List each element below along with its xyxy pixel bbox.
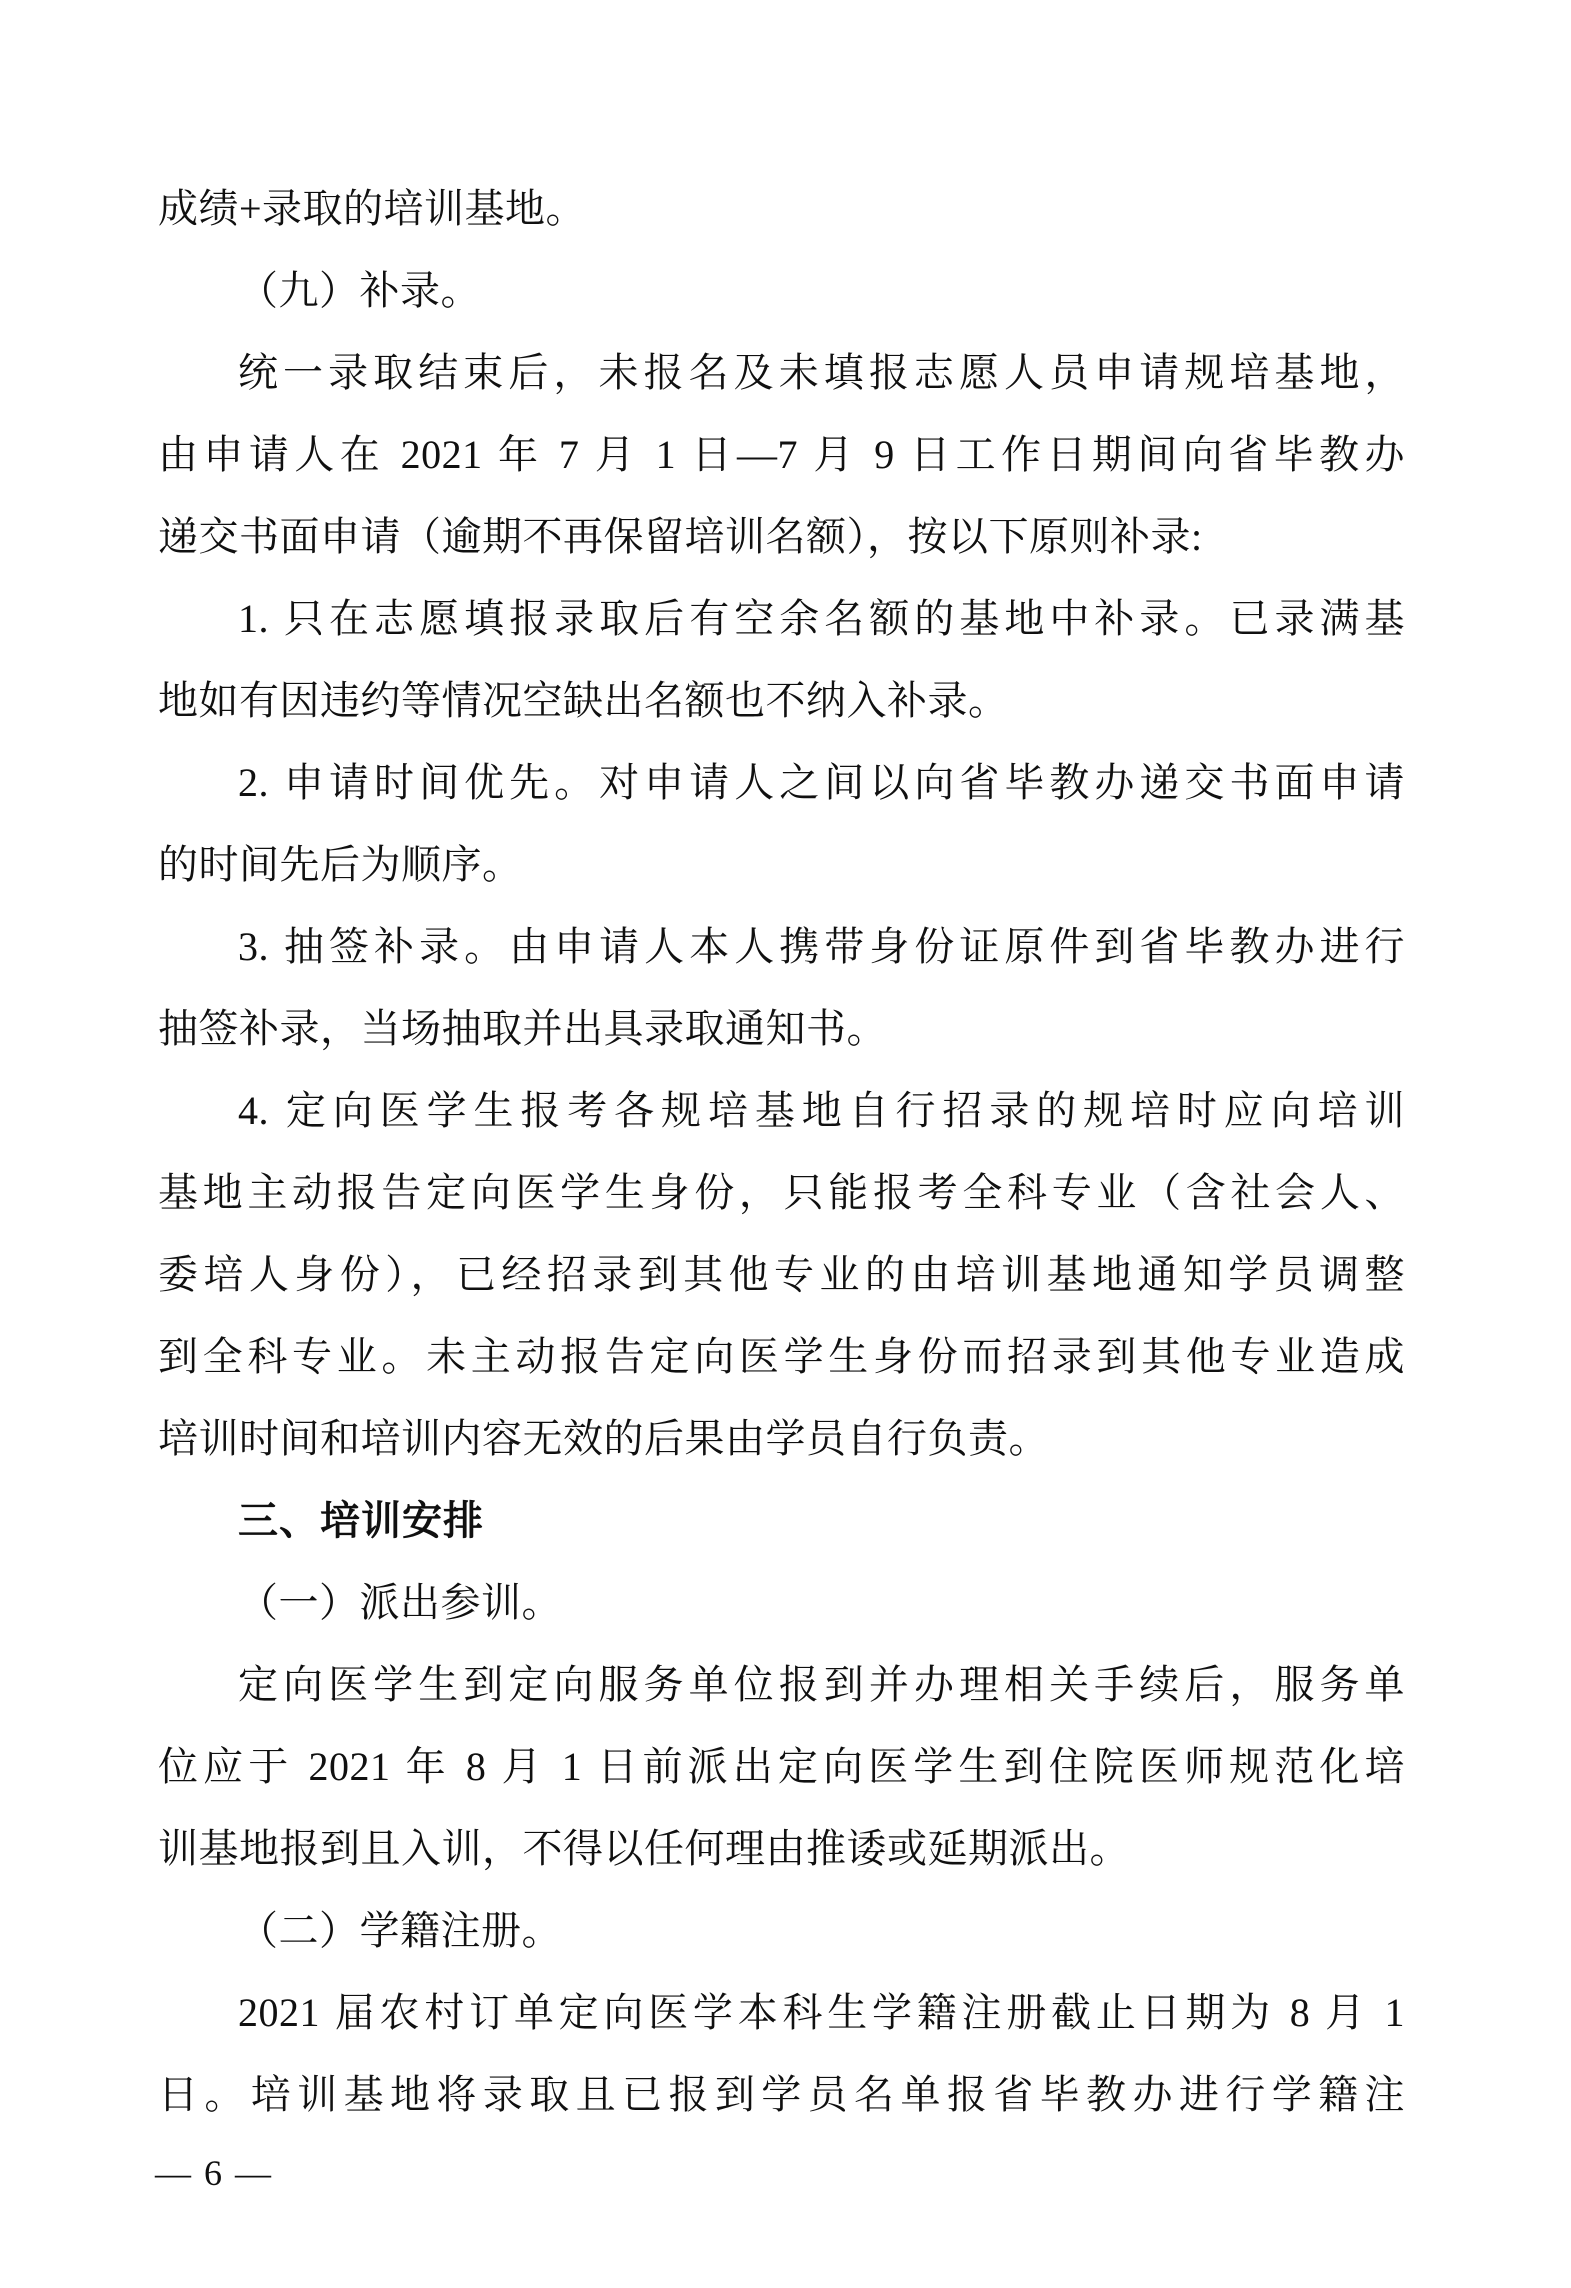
doc-line: 由申请人在 2021 年 7 月 1 日—7 月 9 日工作日期间向省毕教办: [158, 432, 1405, 477]
doc-list-item-1: 1. 只在志愿填报录取后有空余名额的基地中补录。已录满基: [238, 596, 1405, 641]
doc-list-item-2: 2. 申请时间优先。对申请人之间以向省毕教办递交书面申请: [238, 760, 1405, 805]
doc-line: 的时间先后为顺序。: [158, 842, 523, 887]
doc-line: 2021 届农村订单定向医学本科生学籍注册截止日期为 8 月 1: [238, 1990, 1405, 2035]
page-number: — 6 —: [155, 2153, 273, 2193]
doc-list-item-4: 4. 定向医学生报考各规培基地自行招录的规培时应向培训: [238, 1088, 1405, 1133]
doc-line: 地如有因违约等情况空缺出名额也不纳入补录。: [158, 678, 1009, 723]
doc-line: 训基地报到且入训，不得以任何理由推诿或延期派出。: [158, 1826, 1130, 1871]
doc-line: 培训时间和培训内容无效的后果由学员自行负责。: [158, 1416, 1049, 1461]
doc-line: 位应于 2021 年 8 月 1 日前派出定向医学生到住院医师规范化培: [158, 1744, 1405, 1789]
subsection-heading-2-registration: （二）学籍注册。: [238, 1908, 562, 1953]
subsection-heading-1-dispatch: （一）派出参训。: [238, 1580, 562, 1625]
doc-line: 基地主动报告定向医学生身份，只能报考全科专业（含社会人、: [158, 1170, 1405, 1215]
subsection-heading-9-bulu: （九）补录。: [238, 268, 481, 313]
doc-line: 统一录取结束后，未报名及未填报志愿人员申请规培基地，: [238, 350, 1405, 395]
doc-line: 委培人身份），已经招录到其他专业的由培训基地通知学员调整: [158, 1252, 1405, 1297]
document-body: [158, 168, 1405, 2136]
doc-list-item-3: 3. 抽签补录。由申请人本人携带身份证原件到省毕教办进行: [238, 924, 1405, 969]
doc-line: 到全科专业。未主动报告定向医学生身份而招录到其他专业造成: [158, 1334, 1405, 1379]
doc-line: 抽签补录，当场抽取并出具录取通知书。: [158, 1006, 887, 1051]
doc-line: 成绩+录取的培训基地。: [158, 186, 587, 231]
doc-line: 日。培训基地将录取且已报到学员名单报省毕教办进行学籍注: [158, 2072, 1405, 2117]
doc-line: 递交书面申请（逾期不再保留培训名额），按以下原则补录:: [158, 514, 1203, 559]
doc-line: 定向医学生到定向服务单位报到并办理相关手续后，服务单: [238, 1662, 1405, 1707]
section-heading-training-plan: 三、培训安排: [238, 1499, 484, 1543]
